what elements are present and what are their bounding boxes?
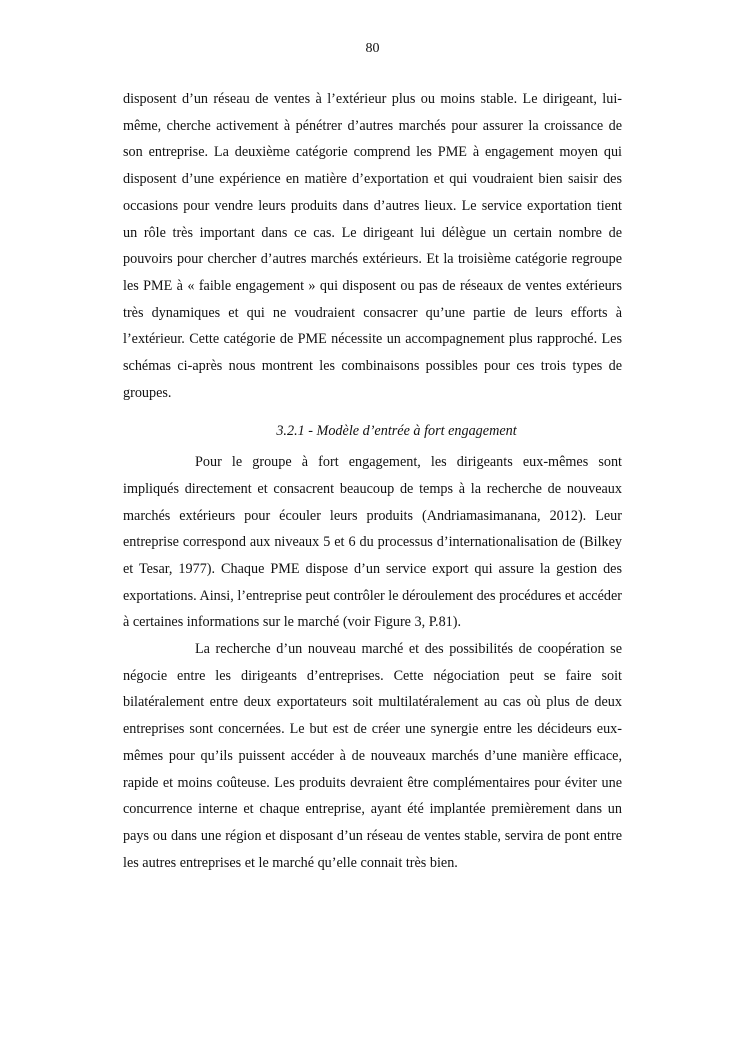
paragraph-strong-engagement: Pour le groupe à fort engagement, les dirigeants eux-mêmes sont impliqués directement et consacrent beaucoup de temps à la recherche de nouveaux marchés extérieurs pour écouler leurs produits (Andriamasimanana, 2012). Leur entreprise correspond aux niveaux 5 et 6 du processus d’internationalisation de (Bilkey et Tesar, 1977). Chaque PME dispose d’un service export qui assure la gestion des exportations. Ainsi, l’entreprise peut contrôler le déroulement des procédures et accéder à certaines informations sur le marché (voir Figure 3, P.81). bbox=[123, 454, 622, 631]
spacer bbox=[123, 406, 622, 418]
body-text bbox=[123, 86, 622, 876]
paragraph-intro: disposent d’un réseau de ventes à l’extérieur plus ou moins stable. Le dirigeant, lui-même, cherche activement à pénétrer d’autres marchés pour assurer la croissance de son entreprise. La deuxième catégorie comprend les PME à engagement moyen qui disposent d’une expérience en matière d’exportation et qui voudraient bien saisir des occasions pour vendre leurs produits dans d’autres lieux. Le service exportation tient un rôle très important dans ce cas. Le dirigeant lui délègue un certain nombre de pouvoirs pour chercher d’autres marchés extérieurs. Et la troisième catégorie regroupe les PME à « faible engagement » qui disposent ou pas de réseaux de ventes extérieurs très dynamiques et qui ne voudraient consacrer qu’une partie de leurs efforts à l’extérieur. Cette catégorie de PME nécessite un accompagnement plus rapproché. Les schémas ci-après nous montrent les combinaisons possibles pour ces trois types de groupes. bbox=[123, 91, 622, 401]
section-heading: 3.2.1 - Modèle d’entrée à fort engagement bbox=[276, 423, 517, 440]
page-number: 80 bbox=[365, 41, 380, 56]
paragraph-market-research: La recherche d’un nouveau marché et des possibilités de coopération se négocie entre les dirigeants d’entreprises. Cette négociation peut se faire soit bilatéralement entre deux exportateurs soit multilatéralement au cas où plus de deux entreprises sont concernées. Le but est de créer une synergie entre les décideurs eux-mêmes pour qu’ils puissent accéder à de nouveaux marchés d’une manière efficace, rapide et moins coûteuse. Les produits devraient être complémentaires pour éviter une concurrence interne et chaque entreprise, ayant été implantée premièrement dans un pays ou dans une région et disposant d’un réseau de ventes stable, servira de pont entre les autres entreprises et le marché qu’elle connait très bien. bbox=[123, 641, 622, 871]
